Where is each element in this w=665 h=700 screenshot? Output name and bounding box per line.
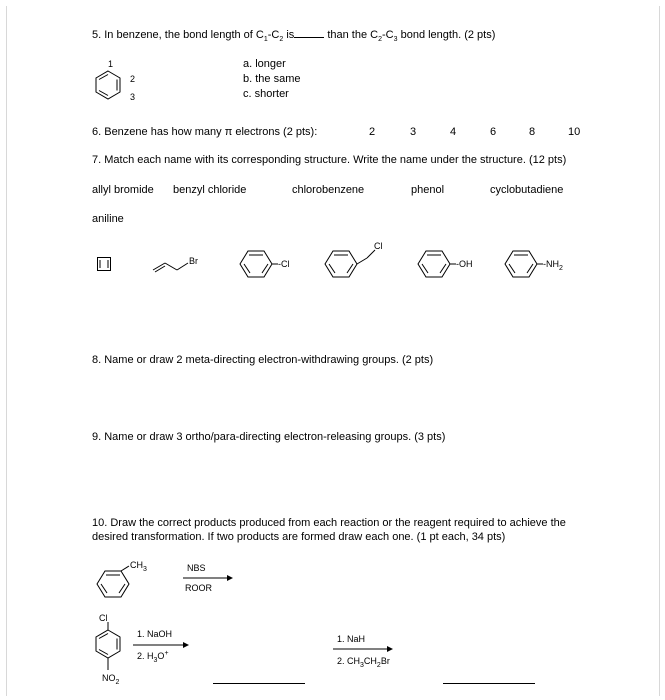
question-5-text: 5. In benzene, the bond length of $C_1-C_2$ is than the $C_2-C_3$ bond length. (2 pts): [92, 29, 496, 44]
benzyl-chloride-structure: [325, 246, 385, 281]
option-a[interactable]: a. longer: [243, 58, 286, 70]
cl-label-reactant: Cl: [99, 613, 108, 623]
answer-blank[interactable]: [294, 27, 324, 38]
reagent-nbs: NBS: [187, 563, 206, 573]
toluene-structure: [97, 566, 142, 601]
name-allyl-bromide: allyl bromide: [92, 184, 154, 196]
option-b[interactable]: b. the same: [243, 73, 301, 85]
name-cyclobutadiene: cyclobutadiene: [490, 184, 564, 196]
br-label: Br: [189, 256, 198, 266]
question-10-text: 10. Draw the correct products produced from each reaction or the reagent required to achieve the desired transformation. If two products are formed draw each one. (1 pt each, 34 pts): [92, 517, 566, 543]
nh2-label: $-NH_2$: [543, 259, 563, 272]
option-c[interactable]: c. shorter: [243, 88, 289, 100]
reaction-arrow-2: [133, 641, 189, 649]
choice-10[interactable]: 10: [568, 126, 581, 138]
reaction-arrow-3: [333, 645, 393, 653]
atom-label-3: 3: [130, 92, 136, 102]
choice-8[interactable]: 8: [529, 126, 536, 138]
choice-2[interactable]: 2: [369, 126, 376, 138]
product-answer-line-1[interactable]: [213, 683, 305, 684]
reagent-roor: ROOR: [185, 583, 212, 593]
question-8-text: 8. Name or draw 2 meta-directing electron-withdrawing groups. (2 pts): [92, 354, 434, 366]
name-benzyl-chloride: benzyl chloride: [173, 184, 247, 196]
cl-label-benzyl: Cl: [374, 241, 383, 251]
question-7-text: 7. Match each name with its corresponding structure. Write the name under the structure. (12 pts): [92, 154, 567, 166]
oh-label: -OH: [456, 259, 473, 269]
atom-label-1: 1: [108, 59, 114, 69]
reaction-arrow-1: [183, 574, 233, 582]
name-chlorobenzene: chlorobenzene: [292, 184, 365, 196]
choice-4[interactable]: 4: [450, 126, 457, 138]
product-answer-line-2[interactable]: [443, 683, 535, 684]
atom-label-2: 2: [130, 74, 136, 84]
question-9-text: 9. Name or draw 3 ortho/para-directing electron-releasing groups. (3 pts): [92, 431, 446, 443]
name-aniline: aniline: [92, 213, 124, 225]
choice-6[interactable]: 6: [490, 126, 497, 138]
cl-label-chlorobenzene: -Cl: [278, 259, 290, 269]
name-phenol: phenol: [411, 184, 445, 196]
cyclobutadiene-structure: [97, 257, 117, 277]
reagent-naoh: 1. NaOH: [137, 629, 173, 639]
no2-label: $NO_2$: [102, 673, 120, 686]
reagent-ethyl-bromide: 2. $CH_3CH_2Br$: [337, 656, 390, 669]
benzene-numbered-structure: [94, 71, 134, 111]
reagent-h3o: 2. $H_3O^+$: [137, 650, 169, 664]
choice-3[interactable]: 3: [410, 126, 417, 138]
phenol-structure: [418, 251, 458, 281]
question-6-text: 6. Benzene has how many π electrons (2 pts):: [92, 126, 318, 138]
aniline-structure: [505, 251, 545, 281]
ch3-label: $CH_3$: [130, 560, 147, 573]
chlorobenzene-structure: [240, 251, 280, 281]
reagent-nah: 1. NaH: [337, 634, 366, 644]
